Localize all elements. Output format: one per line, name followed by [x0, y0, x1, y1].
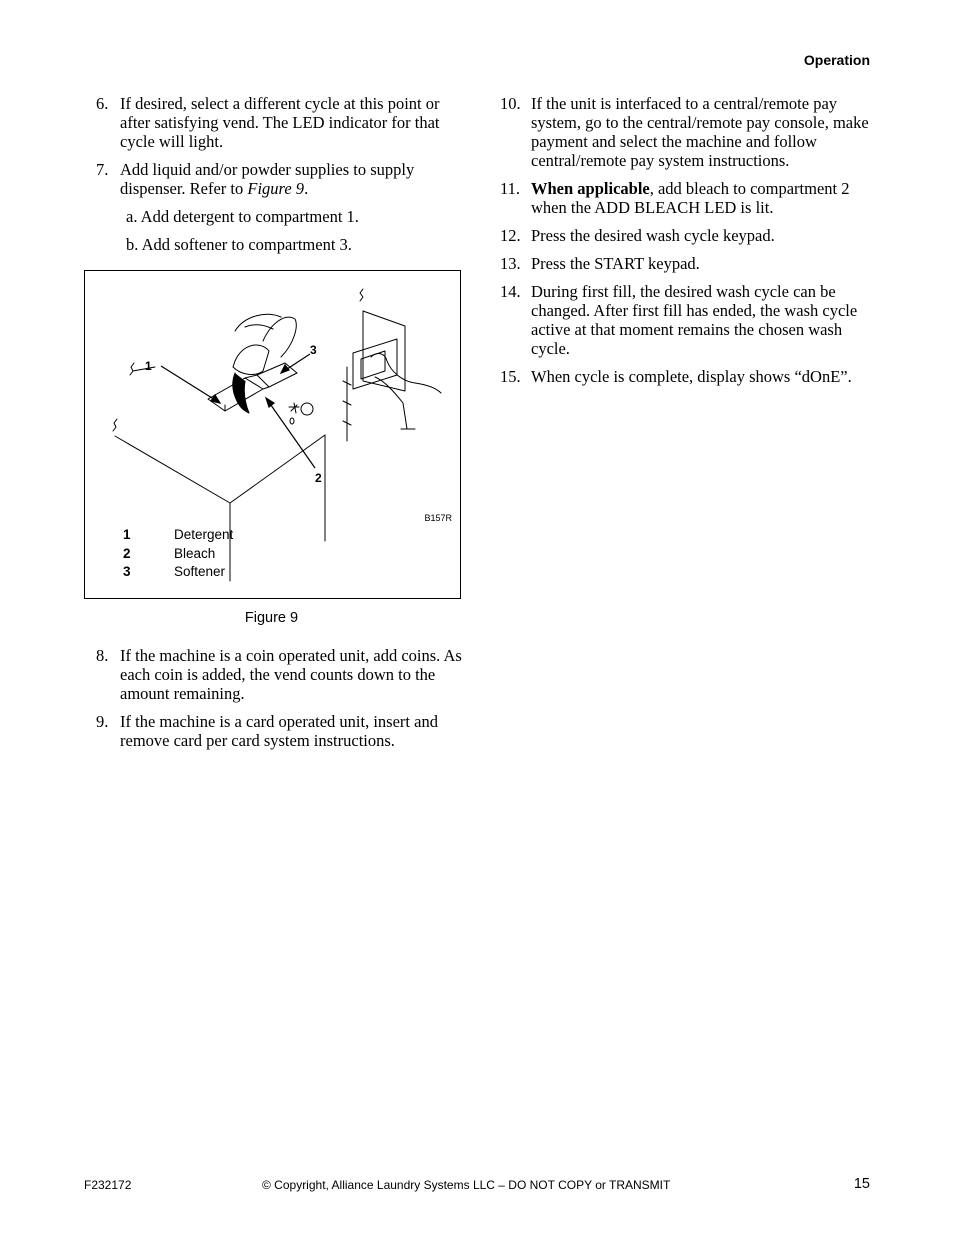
right-column: [500, 94, 872, 395]
substep-a: a. Add detergent to compartment 1.: [126, 207, 359, 226]
callout-label-1: 1: [145, 359, 152, 373]
step-text: During first fill, the desired wash cycle can be changed. After first fill has ended, the wash cycle active at that moment remains the chosen wash cycle.: [531, 282, 858, 358]
step-15: [500, 367, 872, 386]
cabinet-front-edge: [115, 435, 325, 503]
figure-reference: Figure 9: [247, 179, 305, 198]
substep-b: b. Add softener to compartment 3.: [126, 235, 352, 254]
coin-panel: [353, 339, 397, 389]
legend-number: 2: [123, 545, 131, 561]
step-8: [92, 646, 464, 703]
callout-arrow-2: [266, 398, 315, 468]
step-number: 8.: [96, 646, 109, 665]
arrowhead-3: [281, 365, 289, 373]
step-text: When cycle is complete, display shows “dOnE”.: [531, 367, 852, 386]
legend-label: Softener: [174, 564, 226, 579]
step-text: If the machine is a card operated unit, insert and remove card per card system instructions.: [120, 712, 438, 750]
step-number: 12.: [500, 226, 521, 245]
figure-caption: Figure 9: [244, 610, 299, 626]
left-column: [92, 94, 464, 759]
figure-box: [84, 270, 461, 599]
figure-code: B157R: [424, 513, 452, 523]
legend-row: [123, 563, 233, 582]
step-text-end: .: [304, 179, 309, 198]
step-14: [500, 282, 872, 358]
step-text: Press the START keypad.: [531, 254, 700, 273]
step-number: 7.: [96, 160, 109, 179]
section-header: Operation: [803, 52, 870, 68]
step-text: Add liquid and/or powder supplies to supply dispenser. Refer to: [120, 160, 415, 198]
step-9: [92, 712, 464, 750]
legend-label: Bleach: [174, 545, 216, 561]
hand-right: [371, 354, 441, 393]
step-10: [500, 94, 872, 170]
step-7: [92, 160, 464, 198]
step-emphasis: When applicable: [531, 179, 650, 198]
callout-arrow-1: [161, 366, 220, 403]
container: [233, 345, 269, 374]
step-11: [500, 179, 872, 217]
footer-doc-id: F232172: [84, 1178, 132, 1192]
arrowhead-2: [266, 398, 274, 407]
callout-label-3: 3: [310, 343, 317, 357]
step-text: If the machine is a coin operated unit, add coins. As each coin is added, the vend counts down to the amount remaining.: [120, 646, 462, 703]
dial-knob: [301, 403, 313, 415]
legend-number: 1: [123, 527, 131, 542]
step-text: , add bleach to compartment 2 when the ADD BLEACH LED is lit.: [531, 179, 850, 217]
step-13: [500, 254, 872, 273]
step-number: 10.: [500, 94, 521, 113]
legend-number: 3: [123, 564, 131, 579]
figure-legend: [123, 526, 233, 582]
step-text: Press the desired wash cycle keypad.: [531, 226, 775, 245]
step-number: 14.: [500, 282, 521, 301]
legend-row: [123, 526, 233, 545]
step-6: [92, 94, 464, 151]
callout-label-2: 2: [315, 471, 322, 485]
step-number: 13.: [500, 254, 521, 273]
step-number: 9.: [96, 712, 109, 731]
legend-row: [123, 545, 233, 564]
step-text: If desired, select a different cycle at this point or after satisfying vend. The LED indicator for that cycle will light.: [120, 94, 440, 151]
step-text: If the unit is interfaced to a central/remote pay system, go to the central/remote pay console, make payment and select the machine and follow central/remote pay system instructions.: [531, 94, 869, 170]
step-number: 15.: [500, 367, 521, 386]
footer-copyright: © Copyright, Alliance Laundry Systems LLC – DO NOT COPY or TRANSMIT: [262, 1178, 671, 1192]
step-number: 6.: [96, 94, 109, 113]
page-number: 15: [853, 1176, 870, 1192]
legend-label: Detergent: [174, 527, 234, 542]
step-12: [500, 226, 872, 245]
step-number: 11.: [500, 179, 521, 198]
